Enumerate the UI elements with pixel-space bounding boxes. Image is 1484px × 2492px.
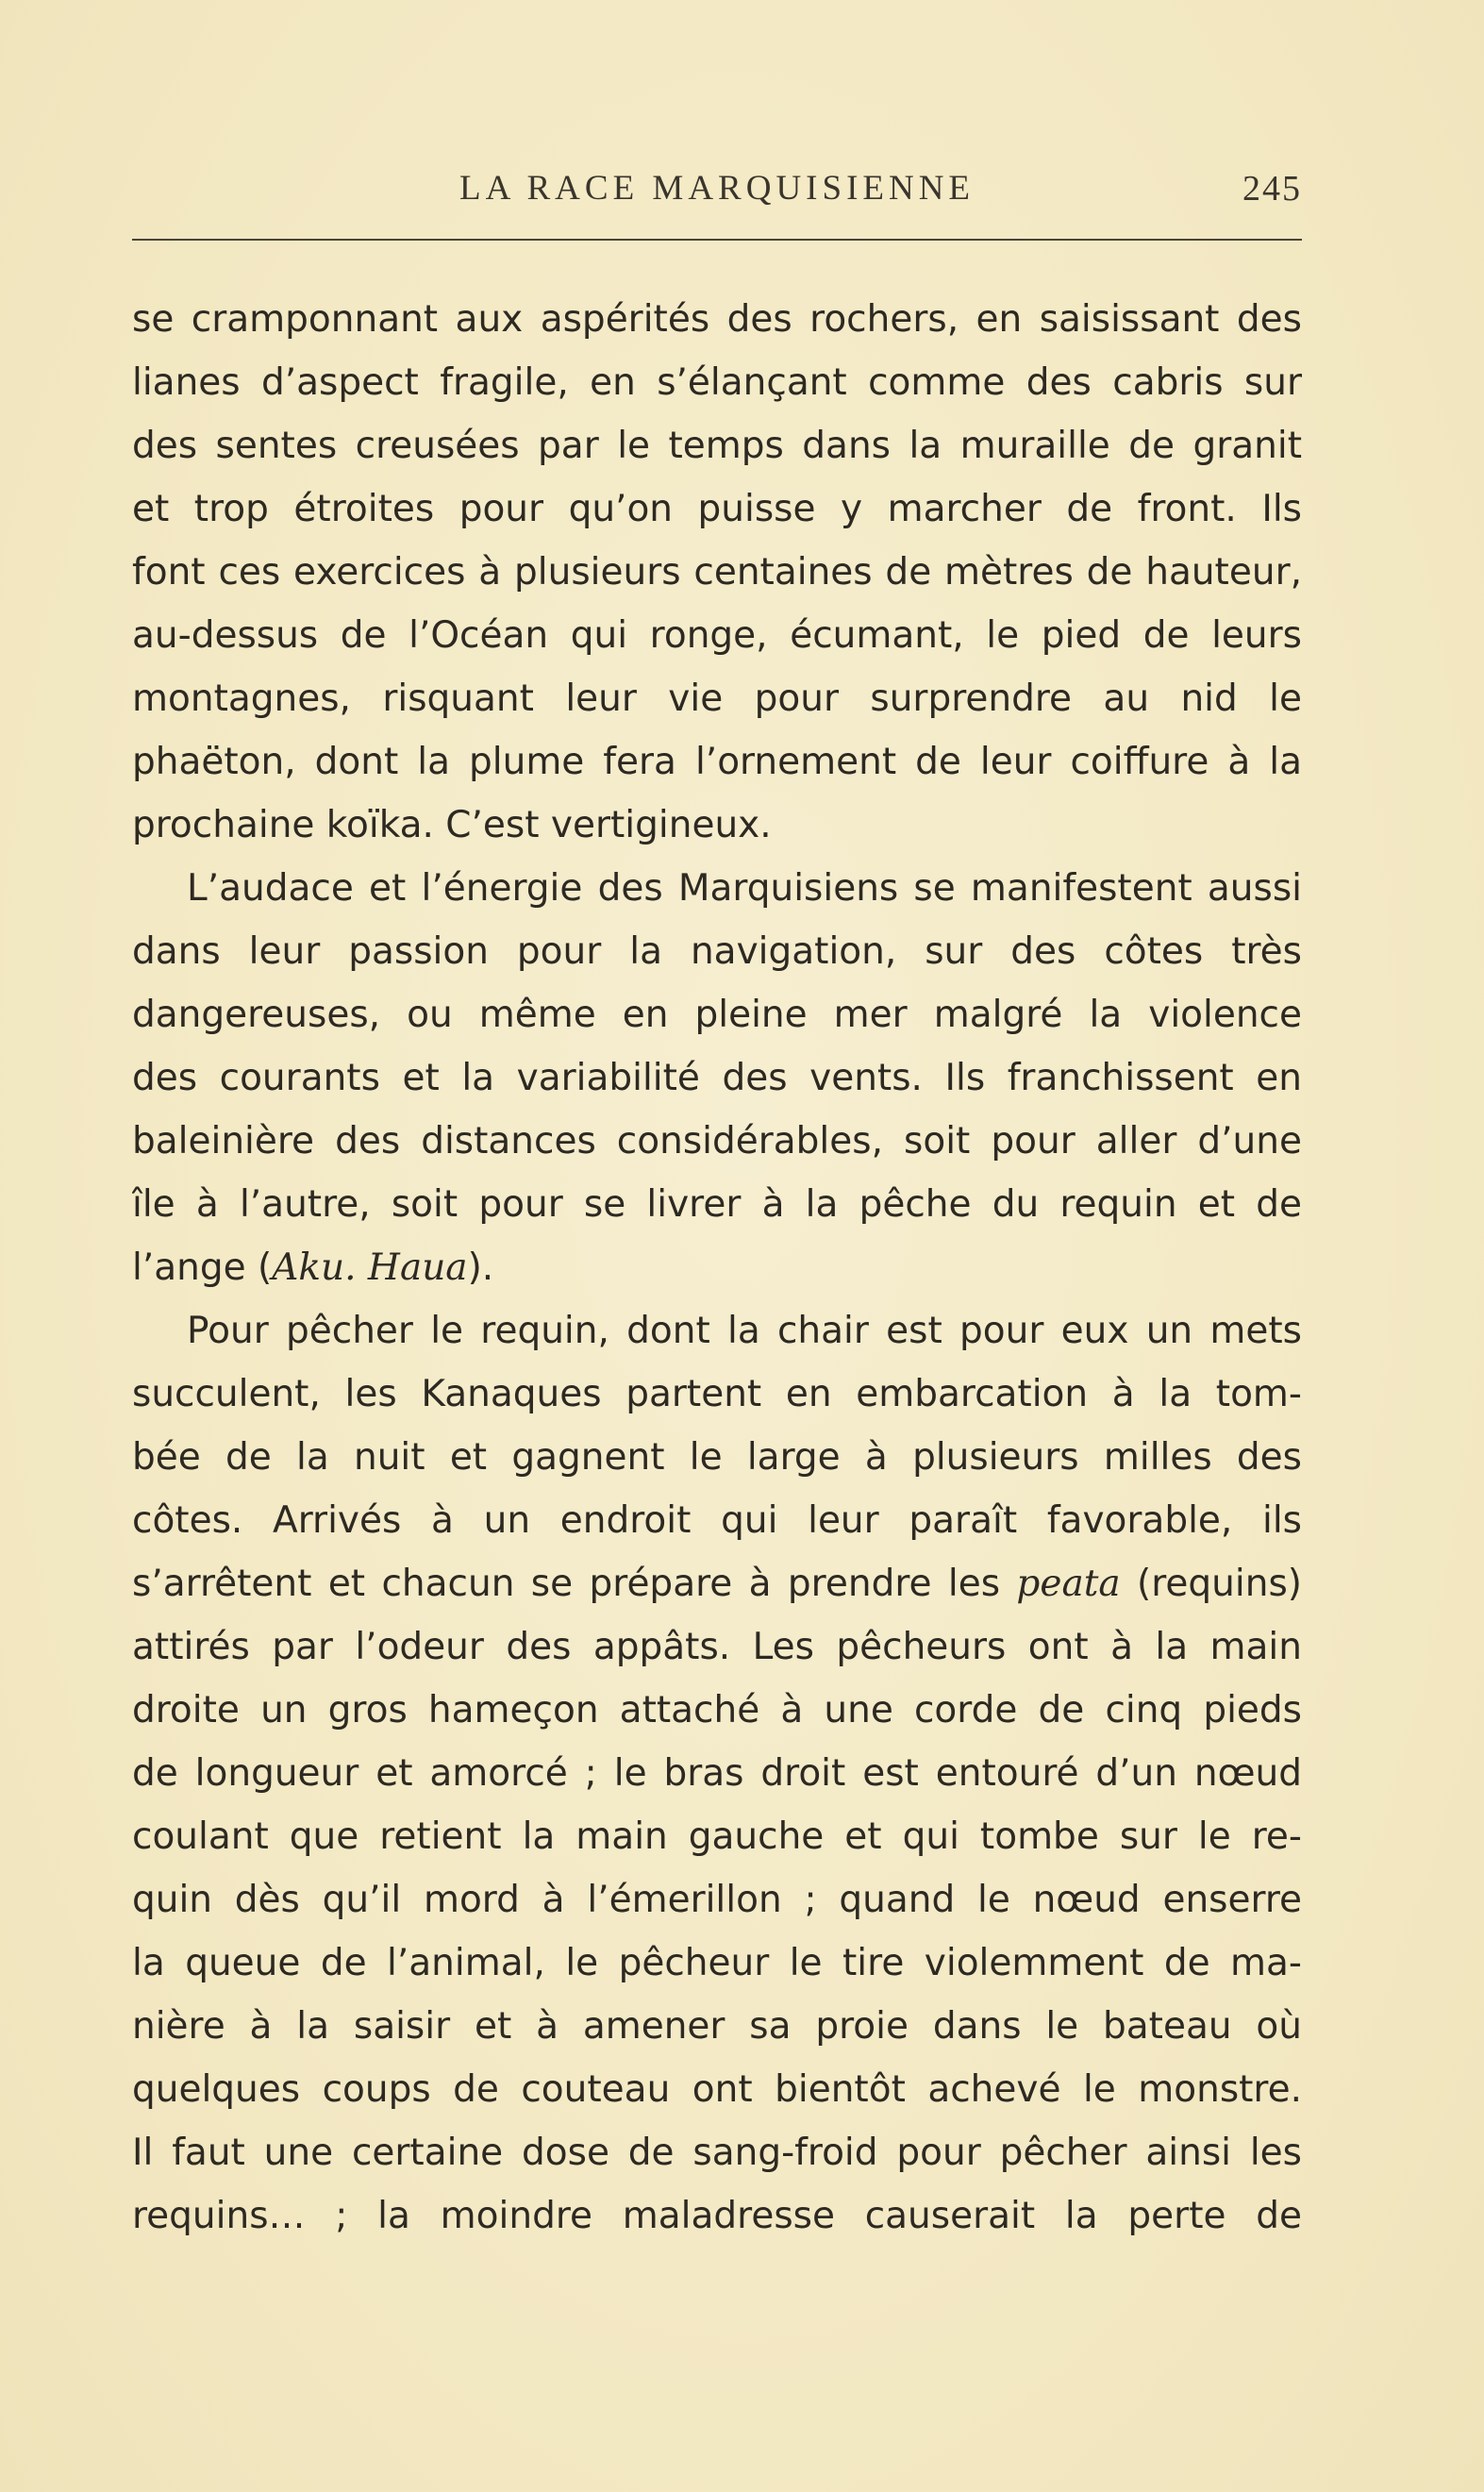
text-line: montagnes, risquant leur vie pour surprendre au nid le [132, 677, 1302, 720]
text-line: dangereuses, ou même en pleine mer malgré la violence [132, 994, 1302, 1036]
text-line: attirés par l’odeur des appâts. Les pêcheurs ont à la main [132, 1626, 1302, 1668]
text-line: prochaine koïka. C’est vertigineux. [132, 804, 772, 846]
running-title: LA RACE MARQUISIENNE [459, 169, 975, 208]
text-span: ). [467, 1246, 494, 1289]
text-span: s’arrêtent et chacun se prépare à prendre les [132, 1563, 1017, 1605]
text-line: des courants et la variabilité des vents. Ils franchissent en [132, 1057, 1302, 1099]
text-line: et trop étroites pour qu’on puisse y marcher de front. Ils [132, 488, 1302, 530]
text-line-with-italic [132, 1552, 1302, 1615]
text-line: se cramponnant aux aspérités des rochers, en saisissant des [132, 298, 1302, 341]
text-line: la queue de l’animal, le pêcheur le tire violemment de ma- [132, 1942, 1302, 1984]
italic-term: peata [1016, 1563, 1121, 1605]
text-line: L’audace et l’énergie des Marquisiens se manifestent aussi [187, 867, 1302, 910]
text-span: (requins) [1120, 1563, 1302, 1605]
text-line: bée de la nuit et gagnent le large à plusieurs milles des [132, 1436, 1302, 1479]
italic-term: Aku. Haua [272, 1246, 468, 1289]
text-line: dans leur passion pour la navigation, sur des côtes très [132, 930, 1302, 973]
text-line: nière à la saisir et à amener sa proie dans le bateau où [132, 2005, 1302, 2048]
text-line: côtes. Arrivés à un endroit qui leur paraît favorable, ils [132, 1499, 1302, 1542]
text-line: Pour pêcher le requin, dont la chair est pour eux un mets [187, 1310, 1302, 1352]
text-line: succulent, les Kanaques partent en embarcation à la tom- [132, 1373, 1302, 1415]
text-line: au-dessus de l’Océan qui ronge, écumant, le pied de leurs [132, 614, 1302, 657]
text-line: quelques coups de couteau ont bientôt achevé le monstre. [132, 2068, 1302, 2111]
body-text [132, 288, 1302, 2248]
text-line: baleinière des distances considérables, soit pour aller d’une [132, 1120, 1302, 1162]
text-line: quin dès qu’il mord à l’émerillon ; quand le nœud enserre [132, 1879, 1302, 1921]
text-line: Il faut une certaine dose de sang-froid pour pêcher ainsi les [132, 2132, 1302, 2174]
page-header [132, 168, 1302, 215]
text-line: droite un gros hameçon attaché à une corde de cinq pieds [132, 1689, 1302, 1731]
text-line: coulant que retient la main gauche et qui tombe sur le re- [132, 1815, 1302, 1858]
text-line: requins… ; la moindre maladresse causerait la perte de [132, 2195, 1302, 2237]
text-line: de longueur et amorcé ; le bras droit est entouré d’un nœud [132, 1752, 1302, 1795]
text-line: phaëton, dont la plume fera l’ornement de leur coiffure à la [132, 741, 1302, 783]
text-span: l’ange ( [132, 1246, 273, 1289]
text-line-with-italic [132, 1236, 1302, 1299]
text-line: île à l’autre, soit pour se livrer à la pêche du requin et de [132, 1183, 1302, 1226]
page-number: 245 [1242, 169, 1302, 209]
text-line: des sentes creusées par le temps dans la muraille de granit [132, 425, 1302, 467]
text-line: font ces exercices à plusieurs centaines de mètres de hauteur, [132, 551, 1302, 594]
text-line: lianes d’aspect fragile, en s’élançant comme des cabris sur [132, 361, 1302, 404]
header-rule [132, 239, 1302, 241]
